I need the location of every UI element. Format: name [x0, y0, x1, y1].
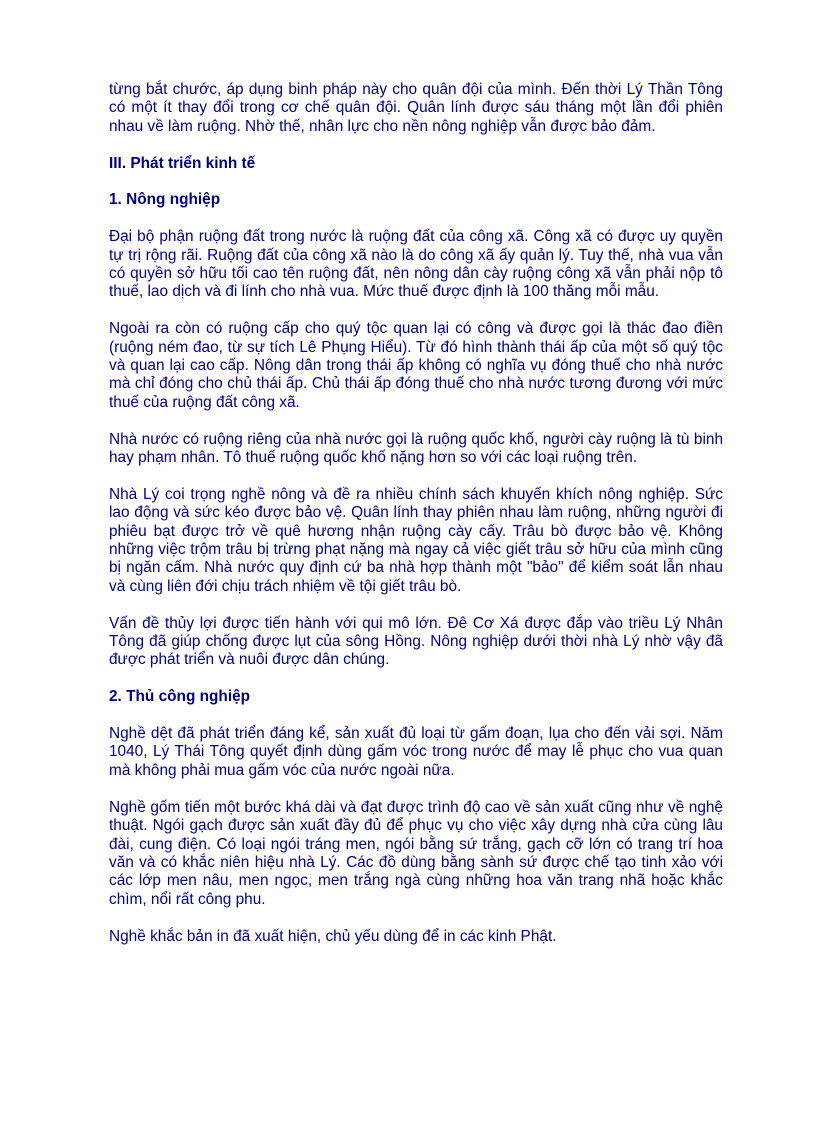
- paragraph-state-land: Nhà nước có ruộng riêng của nhà nước gọi là ruộng quốc khố, người cày ruộng là tù binh hay phạm nhân. Tô thuế ruộng quốc khố nặng hơn so với các loại ruộng trên.: [109, 430, 723, 467]
- section-heading-economy: III. Phát triển kinh tế: [109, 154, 256, 172]
- paragraph-weaving: Nghề dệt đã phát triển đáng kể, sản xuất đủ loại từ gấm đoạn, lụa cho đến vải sợi. Năm 1040, Lý Thái Tông quyết định dùng gấm vóc trong nước để may lễ phục cho vua quan mà không phải mua gấm vóc của nước ngoài nữa.: [109, 725, 723, 779]
- paragraph-fief-land: Ngoài ra còn có ruộng cấp cho quý tộc quan lại có công và được gọi là thác đao điền (ruộng ném đao, từ sự tích Lê Phụng Hiểu). Từ đó hình thành thái ấp của một số quý tộc và quan lại cao cấp. Nông dân trong thái ấp không có nghĩa vụ đóng thuế cho nhà nước mà chỉ đóng cho chủ thái ấp. Chủ thái ấp đóng thuế cho nhà nước tương đương với mức thuế của ruộng đất công xã.: [109, 320, 723, 411]
- subsection-heading-handicraft: 2. Thủ công nghiệp: [109, 688, 251, 706]
- paragraph-communal-land: Đại bộ phận ruộng đất trong nước là ruộng đất của công xã. Công xã có được uy quyền tự trị rộng rãi. Ruộng đất của công xã nào là do công xã ấy quản lý. Tuy thế, nhà vua vẫn có quyền sở hữu tối cao tên ruộng đất, nên nông dân cày ruộng công xã vẫn phải nộp tô thuế, lao dịch và đi lính cho nhà vua. Mức thuế được định là 100 thăng mỗi mẫu.: [109, 228, 723, 301]
- paragraph-printing: Nghề khắc bản in đã xuất hiện, chủ yếu dùng để in các kinh Phật.: [109, 927, 557, 945]
- paragraph-ceramics: Nghề gốm tiến một bước khá dài và đạt được trình độ cao về sản xuất cũng như về nghệ thuật. Ngói gạch được sản xuất đầy đủ để phục vụ cho việc xây dựng nhà cửa cùng lâu đài, cung điện. Có loại ngói tráng men, ngói bằng sứ trắng, gạch cỡ lớn có trang trí hoa văn và có khắc niên hiệu nhà Lý. Các đồ dùng bằng sành sứ được chế tạo tinh xảo với các lớp men nâu, men ngọc, men trắng ngà cùng những hoa văn trang nhã hoặc khắc chìm, nổi rất công phu.: [109, 798, 723, 908]
- document-page: [109, 81, 723, 964]
- subsection-heading-agriculture: 1. Nông nghiệp: [109, 191, 221, 209]
- paragraph-irrigation: Vấn đề thủy lợi được tiến hành với qui mô lớn. Đê Cơ Xá được đắp vào triều Lý Nhân Tông đã giúp chống được lụt của sông Hồng. Nông nghiệp dưới thời nhà Lý nhờ vậy đã được phát triển và nuôi được dân chúng.: [109, 614, 723, 669]
- paragraph-continuation: từng bắt chước, áp dụng binh pháp này cho quân đội của mình. Đến thời Lý Thần Tông có một ít thay đổi trong cơ chế quân đội. Quân lính được sáu tháng một lần đổi phiên nhau về làm ruộng. Nhờ thế, nhân lực cho nền nông nghiệp vẫn được bảo đảm.: [109, 81, 723, 135]
- paragraph-agriculture-policy: Nhà Lý coi trọng nghề nông và đề ra nhiều chính sách khuyến khích nông nghiệp. Sức lao động và sức kéo được bảo vệ. Quân lính thay phiên nhau làm ruộng, những người đi phiêu bạt được trở về quê hương nhận ruộng cày cấy. Trâu bò được bảo vệ. Không những việc trộm trâu bị trừng phạt nặng mà ngay cả việc giết trâu sở hữu của mình cũng bị ngăn cấm. Nhà nước quy định cứ ba nhà hợp thành một "bảo" để kiểm soát lẫn nhau và cùng liên đới chịu trách nhiệm về tội giết trâu bò.: [109, 485, 723, 595]
